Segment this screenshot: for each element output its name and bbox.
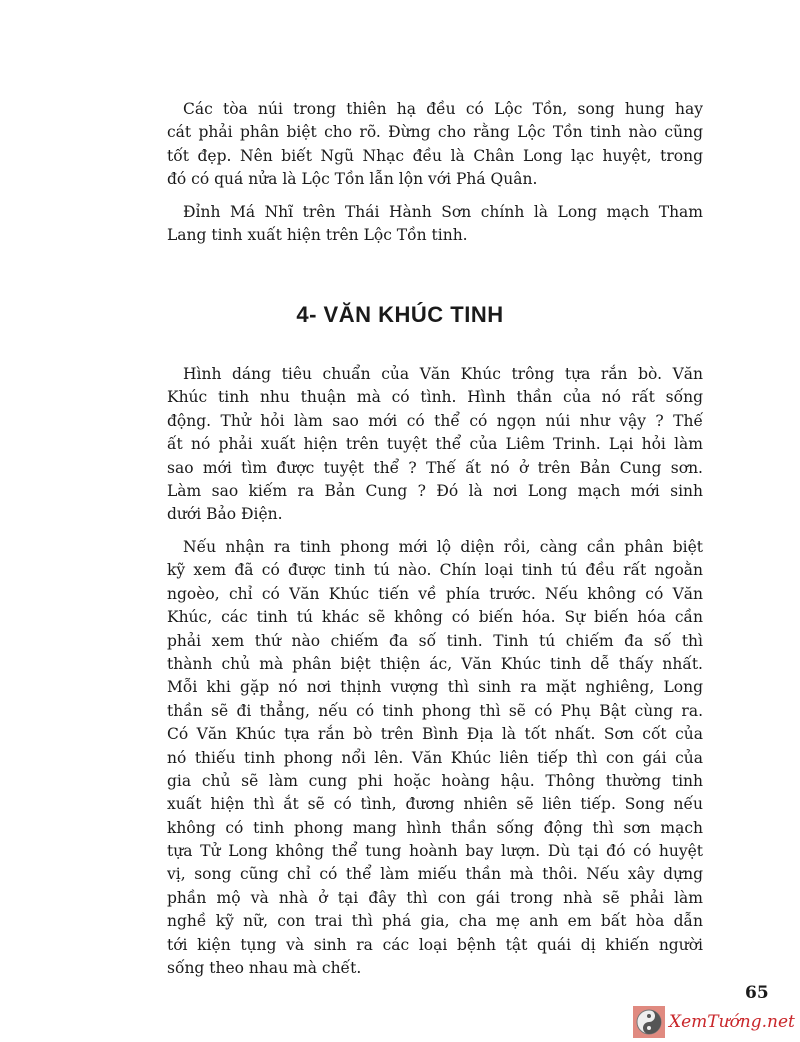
text-line: Làm sao kiếm ra Bản Cung ? Đó là nơi Long mạch mới sinh	[167, 481, 703, 500]
text-line: tốt đẹp. Nên biết Ngũ Nhạc đều là Chân Long lạc huyệt, trong	[167, 146, 703, 165]
text-line: Các tòa núi trong thiên hạ đều có Lộc Tồn, song hung hay	[183, 100, 703, 118]
page-number: 65	[745, 983, 769, 1003]
text-line: không có tinh phong mang hình thần sống động thì sơn mạch	[167, 818, 703, 837]
text-line: vị, song cũng chỉ có thể làm miếu thần mà thôi. Nếu xây dựng	[167, 865, 703, 884]
text-line: gia chủ sẽ làm cung phi hoặc hoàng hậu. Thông thường tinh	[167, 771, 703, 790]
paragraph-1	[167, 98, 703, 192]
text-line: Đỉnh Má Nhĩ trên Thái Hành Sơn chính là Long mạch Tham	[183, 203, 703, 221]
text-line: sao mới tìm được tuyệt thể ? Thế ất nó ở trên Bản Cung sơn.	[167, 458, 703, 477]
text-line: Khúc, các tinh tú khác sẽ không có biến hóa. Sự biến hóa cần	[167, 608, 703, 627]
text-line: động. Thử hỏi làm sao mới có thể có ngọn núi như vậy ? Thế	[167, 411, 703, 430]
text-line: đó có quá nửa là Lộc Tồn lẫn lộn với Phá Quân.	[167, 170, 538, 189]
text-line: cát phải phân biệt cho rõ. Đừng cho rằng Lộc Tồn tinh nào cũng	[167, 123, 703, 142]
text-line: ất nó phải xuất hiện trên tuyệt thể của Liêm Trinh. Lại hỏi làm	[167, 435, 703, 454]
text-line: tới kiện tụng và sinh ra các loại bệnh tật quái dị khiến người	[167, 935, 703, 954]
text-line: nghề kỹ nữ, con trai thì phá gia, cha mẹ anh em bất hòa dẫn	[167, 912, 703, 931]
text-line: dưới Bảo Điện.	[167, 505, 283, 524]
paragraph-3	[167, 363, 703, 527]
text-line: xuất hiện thì ắt sẽ có tình, đương nhiên sẽ liên tiếp. Song nếu	[167, 795, 703, 814]
text-line: thần sẽ đi thẳng, nếu có tinh phong thì sẽ có Phụ Bật cùng ra.	[167, 701, 703, 720]
paragraph-4	[167, 536, 703, 980]
text-line: kỹ xem đã có được tinh tú nào. Chín loại tinh tú đều rất ngoằn	[167, 561, 703, 580]
text-line: sống theo nhau mà chết.	[167, 959, 362, 978]
text-line: phải xem thứ nào chiếm đa số tinh. Tinh tú chiếm đa số thì	[167, 631, 703, 650]
text-line: thành chủ mà phân biệt thiện ác, Văn Khúc tinh dễ thấy nhất.	[167, 654, 703, 673]
text-line: tựa Tử Long không thể tung hoành bay lượn. Dù tại đó có huyệt	[167, 842, 703, 861]
text-line: Nếu nhận ra tinh phong mới lộ diện rồi, càng cần phân biệt	[183, 538, 703, 556]
watermark-logo	[633, 1006, 795, 1038]
watermark-text: XemTướng.net	[669, 1012, 795, 1032]
text-line: phần mộ và nhà ở tại đây thì con gái trong nhà sẽ phải làm	[167, 888, 703, 907]
text-line: Hình dáng tiêu chuẩn của Văn Khúc trông tựa rắn bò. Văn	[183, 365, 703, 383]
text-line: Mỗi khi gặp nó nơi thịnh vượng thì sinh ra mặt nghiêng, Long	[167, 678, 703, 697]
text-line: Có Văn Khúc tựa rắn bò trên Bình Địa là tốt nhất. Sơn cốt của	[167, 725, 703, 744]
section-title: 4- VĂN KHÚC TINH	[296, 302, 504, 327]
text-line: ngoèo, chỉ có Văn Khúc tiến về phía trước. Nếu không có Văn	[167, 584, 703, 603]
text-line: nó thiếu tinh phong nổi lên. Văn Khúc liên tiếp thì con gái của	[167, 748, 703, 767]
text-line: Khúc tinh nhu thuận mà có tình. Hình thần của nó rất sống	[167, 388, 703, 407]
paragraph-2	[167, 201, 703, 248]
yin-yang-icon	[633, 1006, 665, 1038]
text-line: Lang tinh xuất hiện trên Lộc Tồn tinh.	[167, 226, 468, 245]
